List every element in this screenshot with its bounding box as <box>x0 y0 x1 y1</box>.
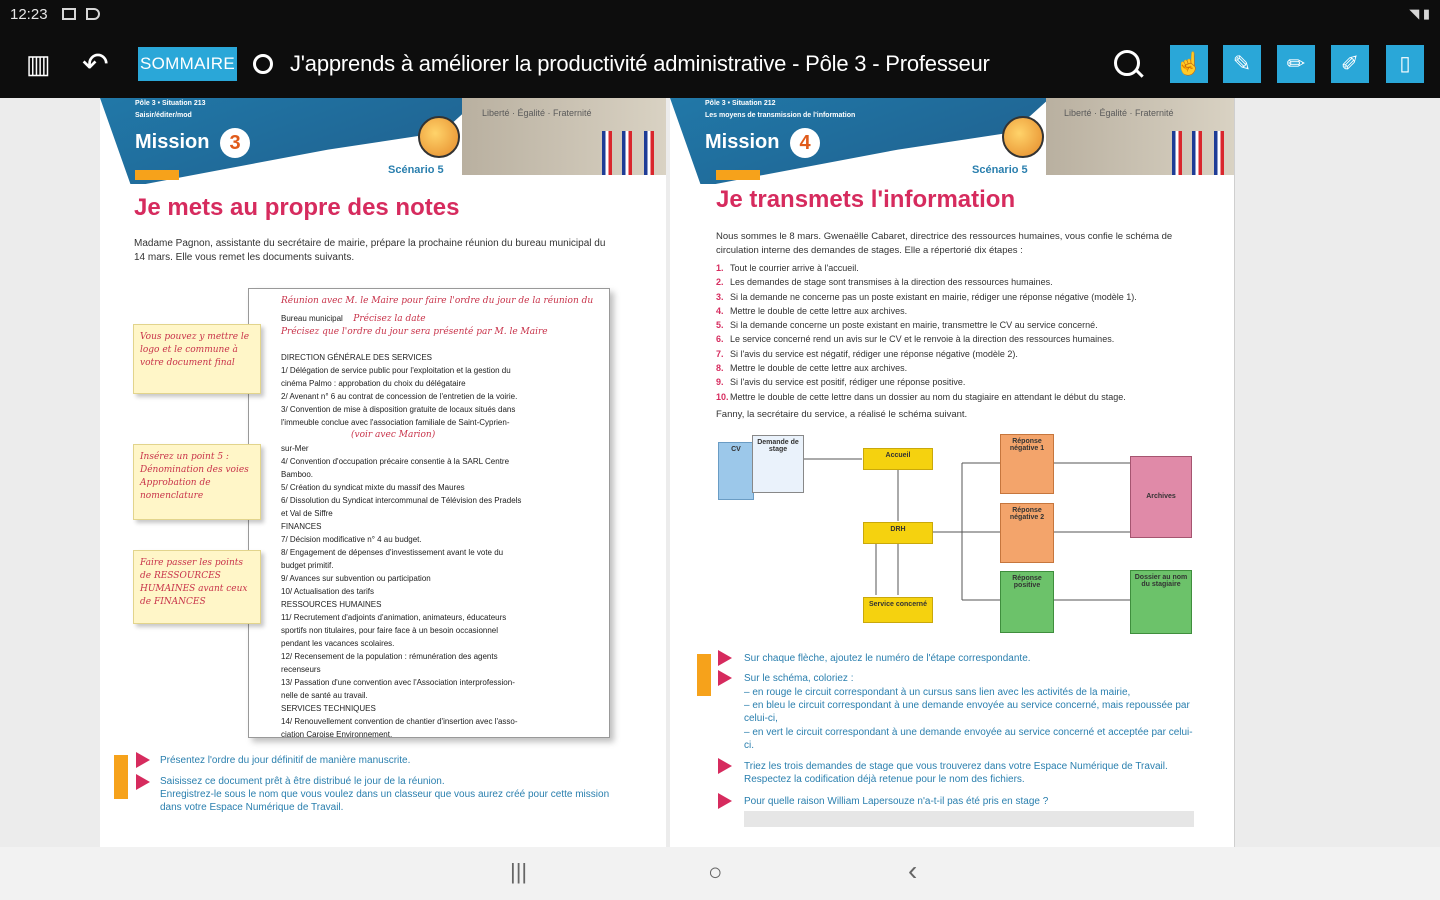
clock: 12:23 <box>10 6 48 23</box>
library-icon[interactable]: ▥ <box>26 49 51 79</box>
back-icon[interactable]: ↶ <box>82 46 109 82</box>
step-number: 1. <box>716 263 724 273</box>
step-item <box>716 275 1196 289</box>
step-item <box>716 361 1196 375</box>
mairie-photo <box>462 98 666 175</box>
flag-icon <box>644 131 654 175</box>
doc-line: sportifs non titulaires, pour faire face à un besoin occasionnel <box>281 626 499 635</box>
doc-line: nelle de santé au travail. <box>281 691 368 700</box>
step-item <box>716 390 1196 404</box>
step-item <box>716 375 1196 389</box>
step-number: 7. <box>716 348 724 359</box>
page-heading: Je transmets l'information <box>716 186 1016 213</box>
computer-icon <box>1002 116 1044 158</box>
step-number: 8. <box>716 363 724 374</box>
sommaire-button[interactable]: SOMMAIRE <box>138 47 237 81</box>
flag-icon <box>602 131 612 175</box>
flow-drh: DRH <box>863 522 933 544</box>
hand-icon[interactable]: ☝ <box>1170 45 1208 83</box>
step-number: 6. <box>716 334 724 345</box>
resources-side-tab <box>114 755 128 799</box>
flow-repp: Réponse positive <box>1000 571 1054 633</box>
scenario-label: Scénario 5 <box>388 164 444 176</box>
doc-line: 4/ Convention d'occupation précaire consentie à la SARL Centre <box>281 457 510 466</box>
step-number: 5. <box>716 320 724 331</box>
draft-document <box>248 288 610 738</box>
step-number: 10. <box>716 391 729 402</box>
doc-line: pendant les vacances scolaires. <box>281 639 395 648</box>
answer-field[interactable] <box>744 811 1194 827</box>
task-4: Pour quelle raison William Lapersouze n'a-t-il pas été pris en stage ? <box>744 796 1049 807</box>
flow-cv: CV <box>718 442 754 500</box>
flag-icon <box>1214 131 1224 175</box>
flow-rep1: Réponse négative 1 <box>1000 434 1054 494</box>
doc-line: budget primitif. <box>281 561 334 570</box>
task-2a: – en rouge le circuit correspondant à un cursus sans lien avec les activités de la mairie, <box>744 687 1131 698</box>
summary-text: Fanny, la secrétaire du service, a réalisé le schéma suivant. <box>716 409 968 420</box>
task-arrow-icon <box>718 793 732 809</box>
left-page <box>100 98 666 847</box>
doc-line: et Val de Siffre <box>281 509 333 518</box>
home-button[interactable]: ○ <box>708 859 723 886</box>
doc-line: 3/ Convention de mise à disposition gratuite de locaux situés dans <box>281 405 516 414</box>
eraser-pen-icon[interactable]: ✐ <box>1331 45 1369 83</box>
handwritten-note: Réunion avec M. le Maire pour faire l'ordre du jour de la réunion du <box>281 296 594 306</box>
flow-archives: Archives <box>1130 456 1192 538</box>
step-item <box>716 347 1196 361</box>
task-2c: – en vert le circuit correspondant à une demande envoyée au service concerné et acceptée par celui-ci. <box>744 727 1193 751</box>
back-button[interactable]: ‹ <box>908 855 918 886</box>
handwritten-note: Précisez que l'ordre du jour sera présenté par M. le Maire <box>281 327 548 337</box>
task-arrow-icon <box>718 758 732 774</box>
resources-side-tab <box>697 654 711 696</box>
step-item <box>716 261 1196 275</box>
step-item <box>716 318 1196 332</box>
task-3: Triez les trois demandes de stage que vous trouverez dans votre Espace Numérique de Travail. Respectez la codification déjà retenue pour le nom des fichiers. <box>744 761 1168 785</box>
step-item <box>716 332 1196 346</box>
step-number: 9. <box>716 377 724 388</box>
banner-subtitle: Les moyens de transmission de l'information <box>705 112 856 119</box>
status-bar <box>0 0 1440 30</box>
book-title: J'apprends à améliorer la productivité administrative - Pôle 3 - Professeur <box>290 51 990 76</box>
flow-accueil: Accueil <box>863 448 933 470</box>
mission-number: 4 <box>790 128 820 158</box>
computer-icon <box>418 116 460 158</box>
mission-label: Mission <box>135 131 210 153</box>
banner-situation: Pôle 3 • Situation 212 <box>705 100 776 107</box>
task-1: Sur chaque flèche, ajoutez le numéro de l'étape correspondante. <box>744 653 1031 664</box>
steps-list <box>716 261 1196 404</box>
task-2: Saisissez ce document prêt à être distribué le jour de la réunion. <box>160 776 445 787</box>
banner-situation: Pôle 3 • Situation 213 <box>135 100 206 107</box>
resources-tag <box>716 170 760 180</box>
sticky-note: Faire passer les points de RESSOURCES HUMAINES avant ceux de FINANCES <box>133 550 261 624</box>
flow-dossier: Dossier au nom du stagiaire <box>1130 570 1192 634</box>
doc-line: 6/ Dissolution du Syndicat intercommunal de Télévision des Pradels <box>281 496 522 505</box>
task-arrow-icon <box>718 650 732 666</box>
step-number: 3. <box>716 291 724 302</box>
flow-service: Service concerné <box>863 597 933 623</box>
task-arrow-icon <box>136 774 150 790</box>
intro-text: Nous sommes le 8 mars. Gwenaëlle Cabaret, directrice des ressources humaines, vous confie le schéma de circulation interne des demandes de stages. Elle a répertorié dix étapes : <box>716 231 1173 256</box>
doc-line: FINANCES <box>281 522 322 531</box>
gallery-icon <box>62 8 76 20</box>
app-toolbar <box>0 30 1440 98</box>
doc-line: 2/ Avenant n° 6 au contrat de concession de l'entretien de la voirie. <box>281 392 518 401</box>
mairie-photo <box>1046 98 1234 175</box>
doc-line: 8/ Engagement de dépenses d'investissement avant le vote du <box>281 548 504 557</box>
step-text: Si la demande concerne un poste existant en mairie, transmettre le CV au service concerné. <box>730 320 1098 331</box>
right-page <box>670 98 1235 847</box>
doc-line: 1/ Délégation de service public pour l'exploitation et la gestion du <box>281 366 511 375</box>
doc-line: 7/ Décision modificative n° 4 au budget. <box>281 535 422 544</box>
doc-line: ciation Caroise Environnement. <box>281 730 393 739</box>
step-item <box>716 290 1196 304</box>
step-number: 2. <box>716 277 724 288</box>
search-icon[interactable] <box>1114 50 1140 76</box>
refresh-icon[interactable] <box>253 54 273 74</box>
handwritten-margin-note: (voir avec Marion) <box>351 430 436 440</box>
system-nav-bar <box>0 847 1440 900</box>
wifi-battery-icon: ◥ ▮ <box>1409 6 1430 21</box>
task-3: Enregistrez-le sous le nom que vous voulez dans un classeur que vous aurez créé pour cette mission dans votre Espace Numérique de Travail. <box>160 789 610 813</box>
task-1: Présentez l'ordre du jour définitif de manière manuscrite. <box>160 755 411 766</box>
step-text: Les demandes de stage sont transmises à la direction des ressources humaines. <box>730 277 1053 288</box>
resources-tag <box>135 170 179 180</box>
task-2: Sur le schéma, coloriez : <box>744 673 854 684</box>
step-number: 4. <box>716 305 724 316</box>
photo-motto: Liberté · Égalité · Fraternité <box>482 108 592 118</box>
doc-line: SERVICES TECHNIQUES <box>281 704 376 713</box>
doc-line: recenseurs <box>281 665 321 674</box>
pen-icon[interactable]: ✏ <box>1277 45 1315 83</box>
bookmark-icon[interactable]: ▯ <box>1386 45 1424 83</box>
task-2b: – en bleu le circuit correspondant à une demande envoyée au service concerné, mais repoussée par celui-ci, <box>744 700 1190 724</box>
step-text: Le service concerné rend un avis sur le CV et le renvoie à la direction des ressources humaines. <box>730 334 1115 345</box>
photo-motto: Liberté · Égalité · Fraternité <box>1064 108 1174 118</box>
doc-line: cinéma Palmo : approbation du choix du délégataire <box>281 379 466 388</box>
flag-icon <box>1192 131 1202 175</box>
handwritten-note: Précisez la date <box>353 314 426 324</box>
intro-text: Madame Pagnon, assistante du secrétaire de mairie, prépare la prochaine réunion du bureau municipal du 14 mars. Elle vous remet les documents suivants. <box>134 238 606 263</box>
doc-line: l'immeuble conclue avec l'association familiale de Saint-Cyprien- <box>281 418 510 427</box>
step-item <box>716 304 1196 318</box>
doc-line: sur-Mer <box>281 444 309 453</box>
banner-subtitle: Saisir/éditer/mod <box>135 112 192 119</box>
flow-rep2: Réponse négative 2 <box>1000 503 1054 563</box>
recents-button[interactable]: ||| <box>510 859 528 884</box>
doc-line: Bureau municipal <box>281 314 343 323</box>
flag-icon <box>622 131 632 175</box>
step-text: Si l'avis du service est positif, rédiger une réponse positive. <box>730 377 966 388</box>
media-icon <box>86 8 100 20</box>
step-text: Mettre le double de cette lettre aux archives. <box>730 305 908 316</box>
doc-line: 14/ Renouvellement convention de chantier d'insertion avec l'asso- <box>281 717 518 726</box>
mission-number: 3 <box>220 128 250 158</box>
sticky-note: Insérez un point 5 : Dénomination des voies Approbation de nomenclature <box>133 444 261 520</box>
doc-line: 11/ Recrutement d'adjoints d'animation, animateurs, éducateurs <box>281 613 507 622</box>
step-text: Tout le courrier arrive à l'accueil. <box>730 263 859 273</box>
step-text: Mettre le double de cette lettre aux archives. <box>730 363 908 374</box>
doc-line: 12/ Recensement de la population : rémunération des agents <box>281 652 498 661</box>
task-arrow-icon <box>718 670 732 686</box>
flow-demande: Demande de stage <box>752 435 804 493</box>
scenario-label: Scénario 5 <box>972 164 1028 176</box>
doc-line: 9/ Avances sur subvention ou participation <box>281 574 431 583</box>
page-heading: Je mets au propre des notes <box>134 194 460 221</box>
doc-line: DIRECTION GÉNÉRALE DES SERVICES <box>281 353 432 362</box>
doc-line: Bamboo. <box>281 470 314 479</box>
step-text: Si l'avis du service est négatif, rédiger une réponse négative (modèle 2). <box>730 348 1018 359</box>
doc-line: RESSOURCES HUMAINES <box>281 600 382 609</box>
doc-line: 13/ Passation d'une convention avec l'Association interprofession- <box>281 678 515 687</box>
highlighter-icon[interactable]: ✎ <box>1223 45 1261 83</box>
doc-line: 5/ Création du syndicat mixte du massif des Maures <box>281 483 465 492</box>
step-text: Mettre le double de cette lettre dans un dossier au nom du stagiaire en attendant le début du stage. <box>730 391 1126 402</box>
flag-icon <box>1172 131 1182 175</box>
task-arrow-icon <box>136 752 150 768</box>
mission-label: Mission <box>705 131 780 153</box>
doc-line: 10/ Actualisation des tarifs <box>281 587 374 596</box>
sticky-note: Vous pouvez y mettre le logo et le commune à votre document final <box>133 324 261 394</box>
step-text: Si la demande ne concerne pas un poste existant en mairie, rédiger une réponse négative (modèle 1). <box>730 291 1137 302</box>
